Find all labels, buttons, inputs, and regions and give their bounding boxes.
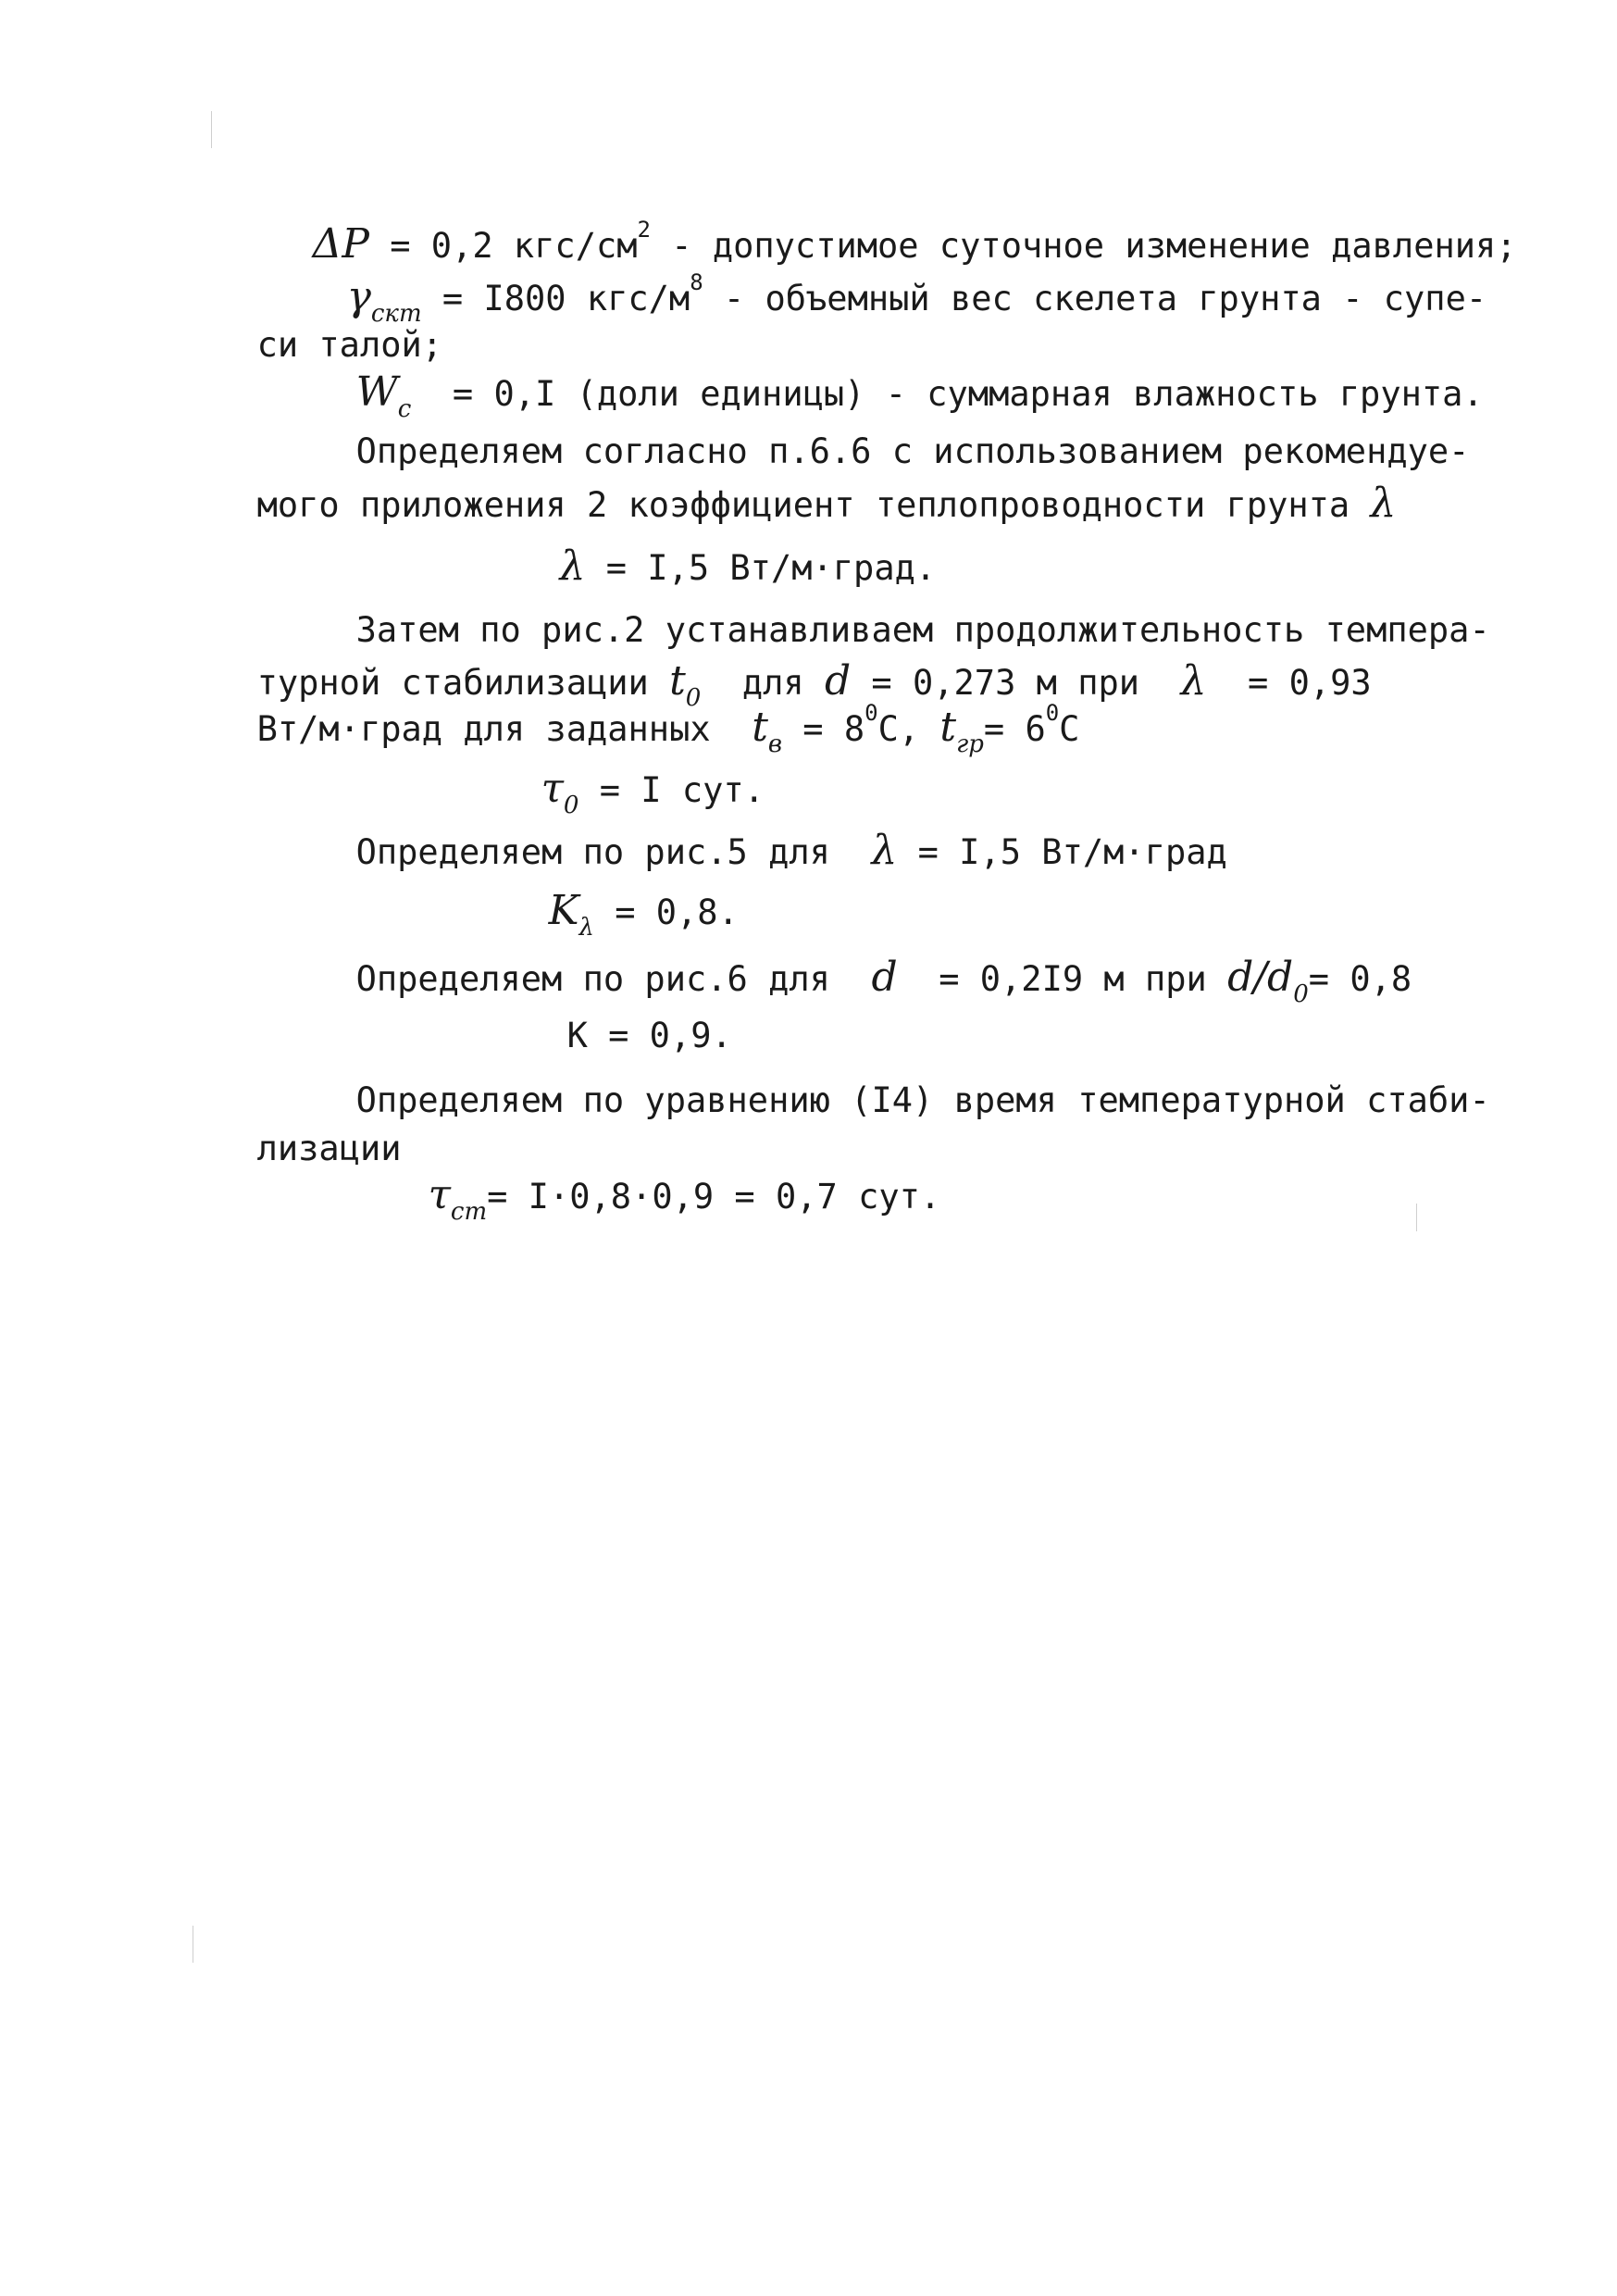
tau-symbol: τ [541,765,564,812]
scan-mark [1416,1204,1417,1231]
scan-mark [211,111,212,148]
paragraph-equation-2: лизации [256,1129,402,1168]
line-moisture: $W_с = 0,I$ (доли единицы) - суммарная влажность грунта. [355,368,1484,423]
formula-tau-st: $\tau_{ст}= I\cdot 0,8\cdot 0,9 = 0,7$ сут. [428,1171,941,1226]
paragraph-stabilization-3: Вт/м·град для заданных $t_в = 8^0С$, $t_{гр}= 6^0С$ [256,700,1080,758]
paragraph-conductivity-2: мого приложения 2 коэффициент теплопроводности грунта λ [256,480,1397,527]
formula-k: К = 0,9. [566,1016,732,1055]
paragraph-fig5: Определяем по рис.5 для λ = I,5 Вт/м·град [355,827,1227,874]
formula-tau-0: $\tau_0 = I$ сут. [541,765,765,819]
paragraph-conductivity-1: Определяем согласно п.6.6 с использованием рекомендуе- [355,431,1470,471]
formula-k-lambda: $K_\lambda = 0,8$. [548,887,739,942]
lambda-symbol: λ [559,543,586,590]
line-soil-weight: $\gamma_{скт} = I800$ кгс/$м^8$ - объемный вес скелета грунта - супе- [346,269,1487,328]
delta-p-symbol: ΔP [312,220,369,268]
paragraph-fig6: Определяем по рис.6 для d = 0,2I9 м при $d/d_0= 0,8$ [355,954,1412,1008]
tau-symbol: τ [428,1171,451,1218]
w-symbol: W [355,368,398,416]
paragraph-stabilization-1: Затем по рис.2 устанавливаем продолжительность темпера- [355,610,1490,650]
gamma-symbol: γ [346,273,371,320]
formula-lambda: λ = I,5 Вт/м·град. [559,543,937,590]
line-soil-weight-cont: си талой; [256,325,443,365]
paragraph-stabilization-2: турной стабилизации $t_0$ для d = 0,273 м при λ = 0,93 [256,657,1372,712]
line-pressure-change: ΔP = 0,2 кгс/$см^2$ - допустимое суточное изменение давления; [312,217,1517,268]
paragraph-equation-1: Определяем по уравнению (I4) время температурной стаби- [355,1080,1490,1120]
lambda-symbol: λ [1370,480,1397,527]
